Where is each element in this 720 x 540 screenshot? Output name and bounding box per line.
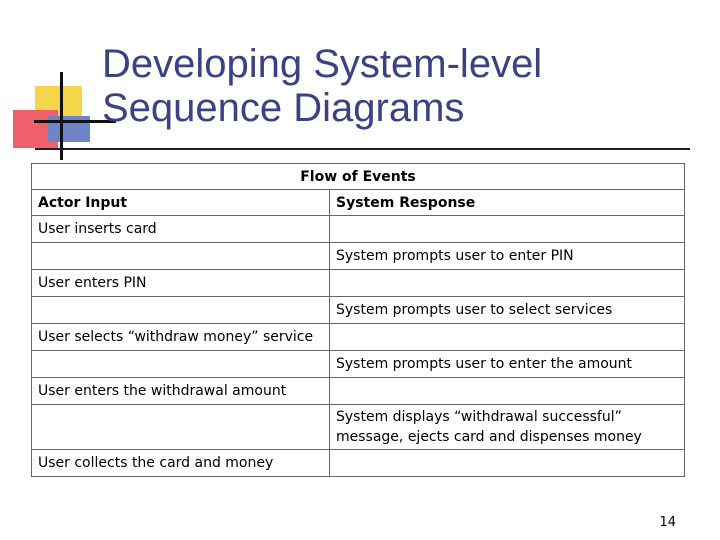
system-cell: System prompts user to select services <box>330 297 685 324</box>
page-number: 14 <box>659 515 676 530</box>
actor-cell: User collects the card and money <box>32 450 330 477</box>
table-row <box>32 351 685 378</box>
actor-cell <box>32 243 330 270</box>
slide-title <box>102 42 682 130</box>
table-row <box>32 243 685 270</box>
table-row <box>32 378 685 405</box>
system-cell: System prompts user to enter the amount <box>330 351 685 378</box>
system-cell <box>330 450 685 477</box>
flow-of-events-table <box>31 163 685 477</box>
logo-vertical-line <box>60 72 63 160</box>
table-row <box>32 324 685 351</box>
table-row <box>32 216 685 243</box>
column-header-system: System Response <box>330 190 685 216</box>
table-caption: Flow of Events <box>32 164 685 190</box>
actor-cell: User enters the withdrawal amount <box>32 378 330 405</box>
slide-title-line2: Sequence Diagrams <box>102 86 465 130</box>
table-row <box>32 297 685 324</box>
table-row <box>32 405 685 450</box>
table-row <box>32 450 685 477</box>
table-row <box>32 270 685 297</box>
actor-cell: User enters PIN <box>32 270 330 297</box>
column-header-actor: Actor Input <box>32 190 330 216</box>
system-cell <box>330 216 685 243</box>
system-cell <box>330 324 685 351</box>
title-divider <box>35 148 690 150</box>
actor-cell <box>32 405 330 450</box>
actor-cell <box>32 297 330 324</box>
system-cell <box>330 378 685 405</box>
actor-cell <box>32 351 330 378</box>
slide-title-line1: Developing System-level <box>102 42 543 86</box>
actor-cell: User inserts card <box>32 216 330 243</box>
system-cell: System prompts user to enter PIN <box>330 243 685 270</box>
system-cell: System displays “withdrawal successful” message, ejects card and dispenses money <box>330 405 685 450</box>
system-cell <box>330 270 685 297</box>
actor-cell: User selects “withdraw money” service <box>32 324 330 351</box>
